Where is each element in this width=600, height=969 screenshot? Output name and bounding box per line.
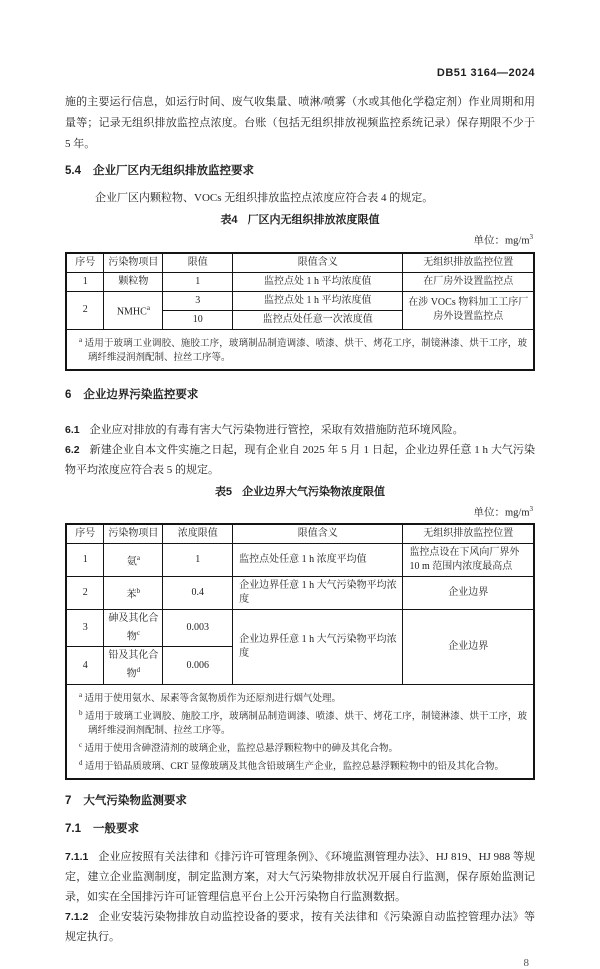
footnote-item [79,688,527,706]
table4-unit-base: mg/m [504,235,530,247]
pollutant-name: 氨 [126,556,137,568]
document-page [0,66,600,969]
table-cell: 3 [66,610,104,647]
clause-6-1 [65,420,535,440]
table5 [65,523,535,780]
table-cell: 3 [163,291,233,310]
table-row [66,291,534,310]
pollutant-name: 铅及其化合物 [108,650,159,680]
footnote-marker: d [79,759,83,768]
table4-col-header: 序号 [66,253,104,273]
footnote-marker: c [79,741,83,750]
footnote-marker: a [79,690,83,699]
table4-caption-number: 表4 [220,214,238,226]
table5-col-header: 浓度限值 [163,524,233,544]
table-cell [104,544,163,577]
clause-7-1-2-text: 企业安装污染物排放自动监控设备的要求，按有关法律和《污染源自动监控管理办法》等规定执行。 [65,911,535,944]
table-cell: 监控点处 1 h 平均浓度值 [233,272,403,291]
table-cell [104,610,163,647]
table-cell: 监控点设在下风向厂界外 10 m 范围内浓度最高点 [403,544,534,577]
table-cell: 2 [66,577,104,610]
footnote-marker: a [79,335,83,344]
footnote-item [79,333,527,365]
table5-caption [65,485,535,500]
table5-footnotes [66,684,534,779]
table4-col-header: 污染物项目 [104,253,163,273]
table-row [66,272,534,291]
paragraph-5-4-body: 企业厂区内颗粒物、VOCs 无组织排放监控点浓度应符合表 4 的规定。 [95,192,434,204]
table-cell: 1 [163,544,233,577]
heading-7-title: 大气污染物监测要求 [83,795,187,808]
continued-paragraph: 施的主要运行信息，如运行时间、废气收集量、喷淋/喷雾（水或其他化学稳定剂）作业周期和用量等；记录无组织排放监控点浓度。台账（包括无组织排放视频监控系统记录）保存期限不少于 5 年。 [65,96,535,150]
heading-7-1-title: 一般要求 [93,823,139,836]
table4-caption [65,213,535,228]
table5-caption-number: 表5 [214,485,233,498]
heading-6 [65,388,535,403]
table5-unit [65,502,535,521]
footnote-item [79,706,527,738]
table5-header-row [66,524,534,544]
table4-footnote-row [66,329,534,370]
heading-7-1 [65,822,535,837]
table-cell [104,647,163,684]
table-cell: 监控点处任意 1 h 浓度平均值 [233,544,403,577]
table5-col-header: 污染物项目 [104,524,163,544]
table4-col-header: 无组织排放监控位置 [403,253,534,273]
table-cell: 10 [163,310,233,329]
footnote-marker: c [136,629,140,638]
footnote-marker: a [136,553,140,562]
table-cell: 0.003 [163,610,233,647]
heading-6-number: 6 [65,388,72,401]
table5-col-header: 序号 [66,524,104,544]
pollutant-name: NMHC [116,306,147,318]
clause-7-1-2 [65,907,535,947]
table4-unit-superscript: 3 [529,233,533,241]
table-cell: 在涉 VOCs 物料加工工序厂房外设置监控点 [403,291,534,329]
table-cell: 2 [66,291,104,329]
table4-unit [65,230,535,249]
heading-5-4 [65,164,535,179]
clause-6-2 [65,440,535,480]
heading-7-number: 7 [65,795,72,808]
footnote-text: 适用于使用氨水、尿素等含氮物质作为还原剂进行烟气处理。 [84,693,341,704]
table5-col-header: 限值含义 [233,524,403,544]
footnote-marker: b [79,708,83,717]
clause-6-2-number: 6.2 [65,443,80,456]
table-cell [104,577,163,610]
heading-6-title: 企业边界污染监控要求 [83,388,199,401]
table-cell: 1 [163,272,233,291]
table4-unit-prefix: 单位： [473,235,505,247]
table-cell [104,291,163,329]
clause-6-1-number: 6.1 [65,423,80,436]
table-cell: 0.4 [163,577,233,610]
footnote-marker: b [136,586,141,595]
table-cell: 在厂房外设置监控点 [403,272,534,291]
table-cell: 4 [66,647,104,684]
clause-7-1-1-number: 7.1.1 [65,851,89,864]
page-number: 8 [523,957,529,969]
table-cell: 0.006 [163,647,233,684]
table4 [65,252,535,371]
pollutant-name: 苯 [126,589,137,601]
doc-number: DB51 3164—2024 [436,67,535,79]
table-cell: 1 [66,544,104,577]
clause-6-1-text: 企业应对排放的有毒有害大气污染物进行管控，采取有效措施防范环境风险。 [89,423,464,436]
footnote-text: 适用于使用含砷澄清剂的玻璃企业，监控总悬浮颗粒物中的砷及其化合物。 [84,744,398,755]
table-cell: 企业边界任意 1 h 大气污染物平均浓度 [233,577,403,610]
table5-caption-title: 企业边界大气污染物浓度限值 [242,485,386,498]
table5-unit-superscript: 3 [529,504,533,513]
table-cell: 监控点处任意一次浓度值 [233,310,403,329]
table-cell: 企业边界 [403,577,534,610]
table-cell: 企业边界 [403,610,534,685]
table4-col-header: 限值 [163,253,233,273]
heading-7 [65,794,535,809]
table-row [66,544,534,577]
footnote-text: 适用于铅晶质玻璃、CRT 显像玻璃及其他含铅玻璃生产企业，监控总悬浮颗粒物中的铅及其化合物。 [84,762,504,773]
footnote-marker: d [136,666,141,675]
table-row [66,577,534,610]
table4-col-header: 限值含义 [233,253,403,273]
footnote-text: 适用于玻璃工业调胶、施胶工序，玻璃制品制造调漆、喷漆、烘干、烤花工序，制镜淋漆、烘干工序，玻璃纤维浸润剂配制、拉丝工序等。 [85,712,527,737]
clause-6-2-text: 新建企业自本文件实施之日起，现有企业自 2025 年 5 月 1 日起，企业边界任意 1 h 大气污染物平均浓度应符合表 5 的规定。 [65,443,535,476]
table4-footnote [66,329,534,370]
footnote-item [79,738,527,756]
heading-7-1-number: 7.1 [65,823,81,836]
table5-unit-base: mg/m [504,507,530,519]
table5-col-header: 无组织排放监控位置 [403,524,534,544]
table5-unit-prefix: 单位： [473,507,505,519]
heading-5-4-number: 5.4 [65,165,81,177]
table-cell: 1 [66,272,104,291]
clause-7-1-2-number: 7.1.2 [65,911,89,924]
table-cell: 颗粒物 [104,272,163,291]
heading-5-4-title: 企业厂区内无组织排放监控要求 [93,165,254,177]
table-row [66,610,534,647]
table5-footnote-row [66,684,534,779]
table-cell: 企业边界任意 1 h 大气污染物平均浓度 [233,610,403,685]
clause-7-1-1 [65,847,535,907]
footnote-text: 适用于玻璃工业调胶、施胶工序，玻璃制品制造调漆、喷漆、烘干、烤花工序，制镜淋漆、烘干工序，玻璃纤维浸润剂配制、拉丝工序等。 [84,338,527,363]
clause-7-1-1-text: 企业应按照有关法律和《排污许可管理条例》、《环境监测管理办法》、HJ 819、HJ 988 等规定，建立企业监测制度，制定监测方案，对大气污染物排放状况开展自行监测，保存原始监测记录，如实在全国排污许可证管理信息平台上公开污染物自行监测数据。 [65,851,535,904]
footnote-item [79,756,527,774]
table4-header-row [66,253,534,273]
footnote-marker: a [146,303,150,312]
pollutant-name: 砷及其化合物 [108,613,159,643]
table4-caption-title: 厂区内无组织排放浓度限值 [247,214,380,226]
table-cell: 监控点处 1 h 平均浓度值 [233,291,403,310]
